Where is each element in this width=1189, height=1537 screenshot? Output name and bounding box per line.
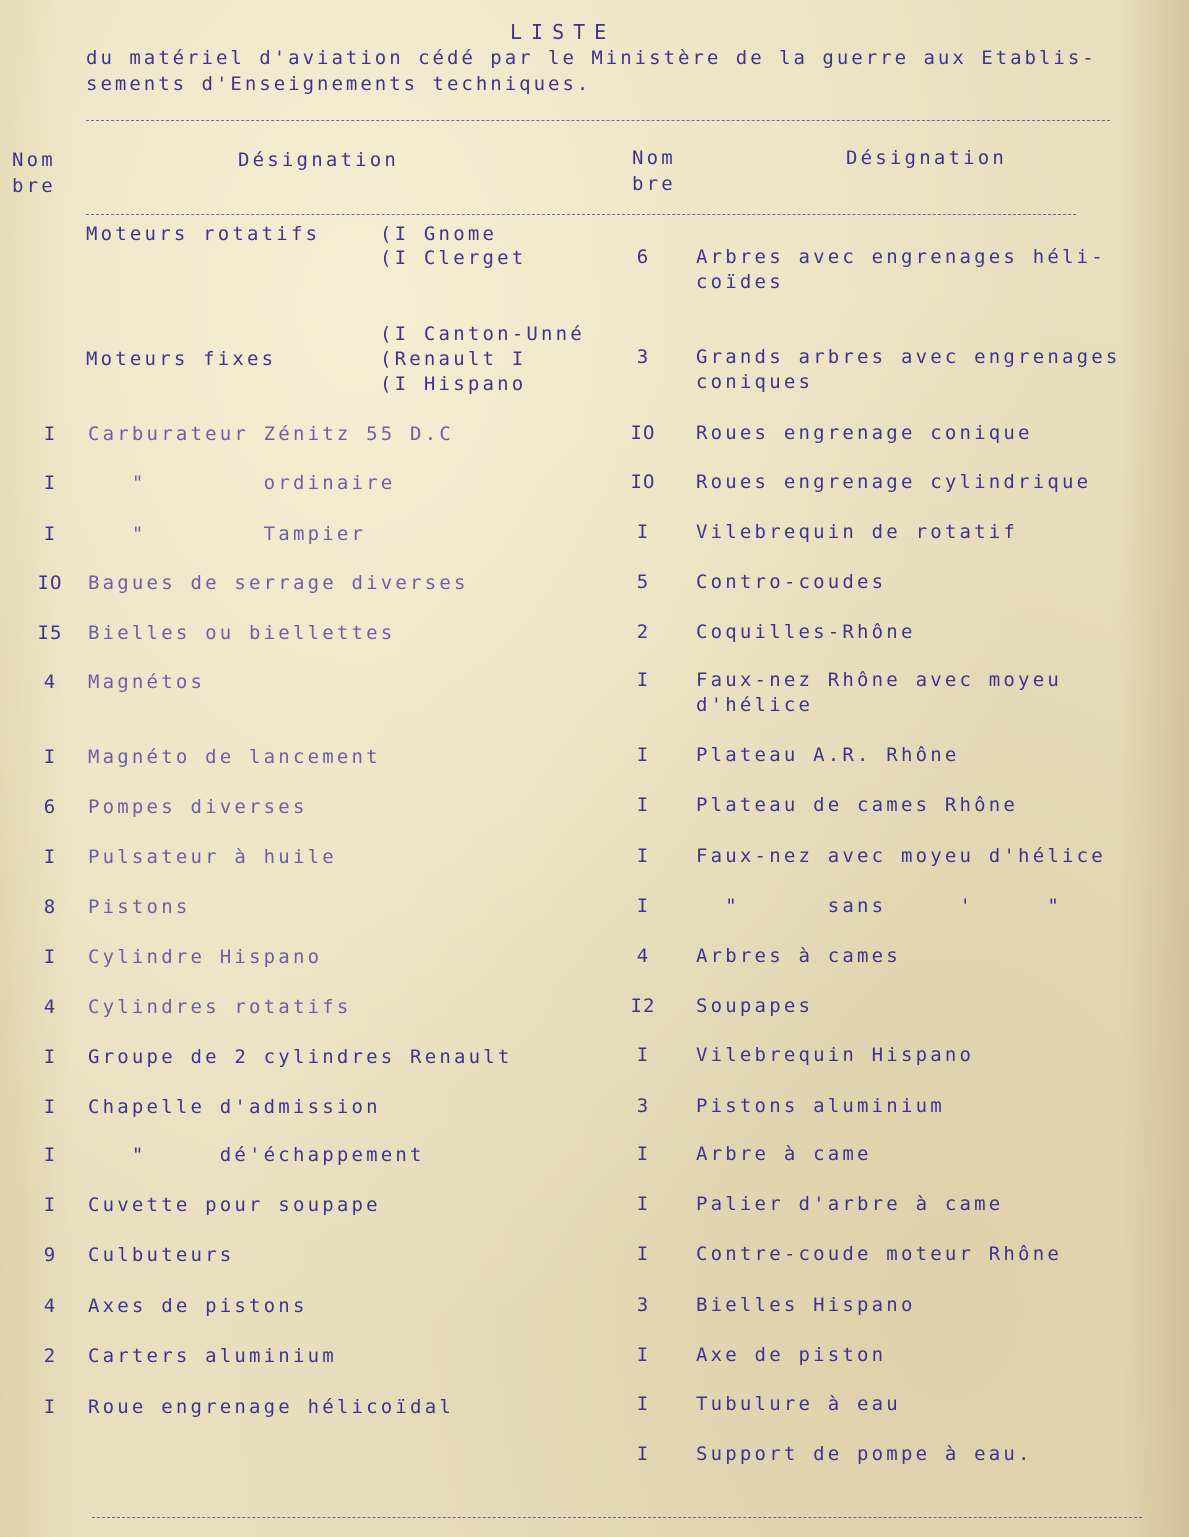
left-designation: Culbuteurs <box>88 1244 235 1266</box>
right-quantity: I <box>636 1044 650 1066</box>
moteurs-fixes-item: (I Canton-Unné <box>380 323 585 345</box>
left-header-nombre-1: Nom <box>12 149 56 171</box>
right-designation: Support de pompe à eau. <box>696 1443 1033 1465</box>
left-designation: Chapelle d'admission <box>88 1096 381 1118</box>
moteurs-rotatifs-label: Moteurs rotatifs <box>86 223 321 245</box>
left-designation: Cuvette pour soupape <box>88 1194 381 1216</box>
right-designation: Roues engrenage cylindrique <box>696 471 1092 493</box>
right-quantity: 5 <box>636 571 650 593</box>
right-designation: Arbres avec engrenages héli- <box>696 246 1106 268</box>
right-designation: Grands arbres avec engrenages <box>696 346 1121 368</box>
left-header-designation: Désignation <box>238 149 400 171</box>
moteurs-fixes-label: Moteurs fixes <box>86 348 277 370</box>
left-designation: Axes de pistons <box>88 1295 308 1317</box>
right-designation: Roues engrenage conique <box>696 422 1033 444</box>
subtitle-line-2: sements d'Enseignements techniques. <box>86 73 592 95</box>
right-quantity: 4 <box>636 945 650 967</box>
right-quantity: I <box>636 895 650 917</box>
left-quantity: I <box>43 746 57 768</box>
right-designation: Arbre à came <box>696 1143 872 1165</box>
right-designation: Faux-nez Rhône avec moyeu <box>696 669 1062 691</box>
right-header-designation: Désignation <box>846 147 1008 169</box>
right-designation: Axe de piston <box>696 1344 887 1366</box>
right-quantity: 3 <box>636 1294 650 1316</box>
left-designation: " Tampier <box>88 523 367 545</box>
right-quantity: I <box>636 1143 650 1165</box>
right-designation: Plateau A.R. Rhône <box>696 744 960 766</box>
right-designation: Tubulure à eau <box>696 1393 901 1415</box>
right-designation: Faux-nez avec moyeu d'hélice <box>696 845 1106 867</box>
right-quantity: 3 <box>636 1095 650 1117</box>
left-quantity: I <box>43 472 57 494</box>
right-quantity: I2 <box>630 995 656 1017</box>
left-quantity: IO <box>37 572 63 594</box>
right-designation: Vilebrequin Hispano <box>696 1044 975 1066</box>
right-designation: Bielles Hispano <box>696 1294 916 1316</box>
moteurs-fixes-item: (I Hispano <box>380 373 527 395</box>
left-quantity: 6 <box>43 796 57 818</box>
left-quantity: 4 <box>43 1295 57 1317</box>
right-designation-continued: d'hélice <box>696 694 814 716</box>
left-quantity: I <box>43 523 57 545</box>
left-quantity: I <box>43 946 57 968</box>
right-quantity: 2 <box>636 621 650 643</box>
left-quantity: 2 <box>43 1345 57 1367</box>
left-quantity: I <box>43 1096 57 1118</box>
right-designation: " sans ' " <box>696 895 1062 917</box>
left-quantity: 8 <box>43 896 57 918</box>
document-title: LISTE <box>510 20 616 44</box>
left-designation: Bagues de serrage diverses <box>88 572 469 594</box>
left-quantity: I <box>43 1194 57 1216</box>
right-designation: Vilebrequin de rotatif <box>696 521 1019 543</box>
right-designation: Palier d'arbre à came <box>696 1193 1004 1215</box>
top-rule <box>86 120 1110 121</box>
left-quantity: I <box>43 1396 57 1418</box>
moteurs-rotatifs-item: (I Clerget <box>380 247 527 269</box>
left-designation: Groupe de 2 cylindres Renault <box>88 1046 513 1068</box>
left-quantity: I <box>43 1144 57 1166</box>
left-designation: Cylindre Hispano <box>88 946 323 968</box>
right-quantity: 6 <box>636 246 650 268</box>
right-designation: Arbres à cames <box>696 945 901 967</box>
left-designation: Pulsateur à huile <box>88 846 337 868</box>
right-quantity: I <box>636 1393 650 1415</box>
left-designation: Cylindres rotatifs <box>88 996 352 1018</box>
right-quantity: I <box>636 521 650 543</box>
right-designation: Plateau de cames Rhône <box>696 794 1019 816</box>
right-quantity: I <box>636 1243 650 1265</box>
left-designation: Pistons <box>88 896 191 918</box>
left-designation: Bielles ou biellettes <box>88 622 396 644</box>
right-quantity: IO <box>630 471 656 493</box>
right-designation: Contro-coudes <box>696 571 887 593</box>
right-designation: Soupapes <box>696 995 814 1017</box>
moteurs-fixes-item: (Renault I <box>380 348 527 370</box>
right-quantity: I <box>636 794 650 816</box>
left-header-nombre-2: bre <box>12 175 56 197</box>
right-designation: Contre-coude moteur Rhône <box>696 1243 1062 1265</box>
right-quantity: I <box>636 1344 650 1366</box>
right-quantity: I <box>636 669 650 691</box>
right-quantity: I <box>636 845 650 867</box>
left-quantity: 9 <box>43 1244 57 1266</box>
left-designation: Magnéto de lancement <box>88 746 381 768</box>
right-header-nombre-2: bre <box>632 173 676 195</box>
header-rule <box>86 214 1076 215</box>
left-designation: Roue engrenage hélicoïdal <box>88 1396 454 1418</box>
left-quantity: 4 <box>43 671 57 693</box>
subtitle-line-1: du matériel d'aviation cédé par le Ministère de la guerre aux Etablis- <box>86 47 1097 69</box>
right-designation-continued: coïdes <box>696 271 784 293</box>
right-quantity: I <box>636 1193 650 1215</box>
left-quantity: I <box>43 423 57 445</box>
left-designation: " dé'échappement <box>88 1144 425 1166</box>
left-quantity: 4 <box>43 996 57 1018</box>
left-designation: Magnétos <box>88 671 206 693</box>
right-quantity: 3 <box>636 346 650 368</box>
right-quantity: I <box>636 1443 650 1465</box>
left-designation: Carburateur Zénitz 55 D.C <box>88 423 454 445</box>
right-designation: Coquilles-Rhône <box>696 621 916 643</box>
bottom-rule <box>92 1517 1142 1518</box>
right-designation: Pistons aluminium <box>696 1095 945 1117</box>
left-quantity: I <box>43 1046 57 1068</box>
left-quantity: I5 <box>37 622 63 644</box>
left-designation: " ordinaire <box>88 472 396 494</box>
right-quantity: IO <box>630 422 656 444</box>
moteurs-rotatifs-item: (I Gnome <box>380 223 498 245</box>
left-designation: Carters aluminium <box>88 1345 337 1367</box>
right-designation-continued: coniques <box>696 371 814 393</box>
left-quantity: I <box>43 846 57 868</box>
right-header-nombre-1: Nom <box>632 147 676 169</box>
right-quantity: I <box>636 744 650 766</box>
left-designation: Pompes diverses <box>88 796 308 818</box>
